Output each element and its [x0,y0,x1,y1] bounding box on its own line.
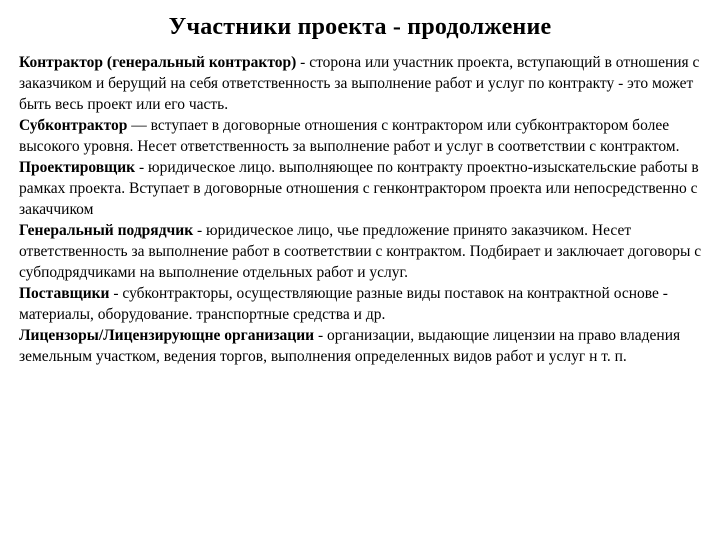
definition-contractor: - сторона или участник проекта, вступающий в отношения с заказчиком и берущий на себя ответственность за выполнение работ и услуг по контракту - это может быть весь проект или его часть. [19,54,700,113]
term-suppliers: Поставщики [19,285,110,302]
definition-subcontractor: — вступает в договорные отношения с контрактором или субконтрактором более высокого уровня. Несет ответственность за выполнение работ и услуг в соответствии с контрактом. [19,117,680,155]
slide-title: Участники проекта - продолжение [168,14,552,40]
term-subcontractor: Субконтрактор [19,117,128,134]
paragraph-licensors [19,325,709,367]
definition-general-contractor: - юридическое лицо, чье предложение принято заказчиком. Несет ответственность за выполнение работ в соответствии с контрактом. Подбирает и заключает договоры с субподрядчиками на выполнение отдельных работ и услуг. [19,222,702,281]
paragraph-designer [19,157,709,220]
term-contractor: Контрактор (генеральный контрактор) [19,54,297,71]
paragraph-contractor [19,52,709,115]
paragraph-general-contractor [19,220,709,283]
term-designer: Проектировщик [19,159,136,176]
definition-designer: - юридическое лицо. выполняющее по контракту проектно-изыскательские работы в рамках проекта. Вступает в договорные отношения с генконтрактором проекта или непосредственно с закаччиком [19,159,699,218]
definition-suppliers: - субконтракторы, осуществляющие разные виды поставок на контрактной основе - материалы, оборудование. транспортные средства и др. [19,285,668,323]
slide-body [19,52,709,367]
paragraph-suppliers [19,283,709,325]
paragraph-subcontractor [19,115,709,157]
term-licensors: Лицензоры/Лицензирующне организации [19,327,315,344]
definition-licensors: - организации, выдающие лицензии на право владения земельным участком, ведения торгов, выполнения определенных видов работ и услуг н т. п. [19,327,681,365]
term-general-contractor: Генеральный подрядчик [19,222,194,239]
